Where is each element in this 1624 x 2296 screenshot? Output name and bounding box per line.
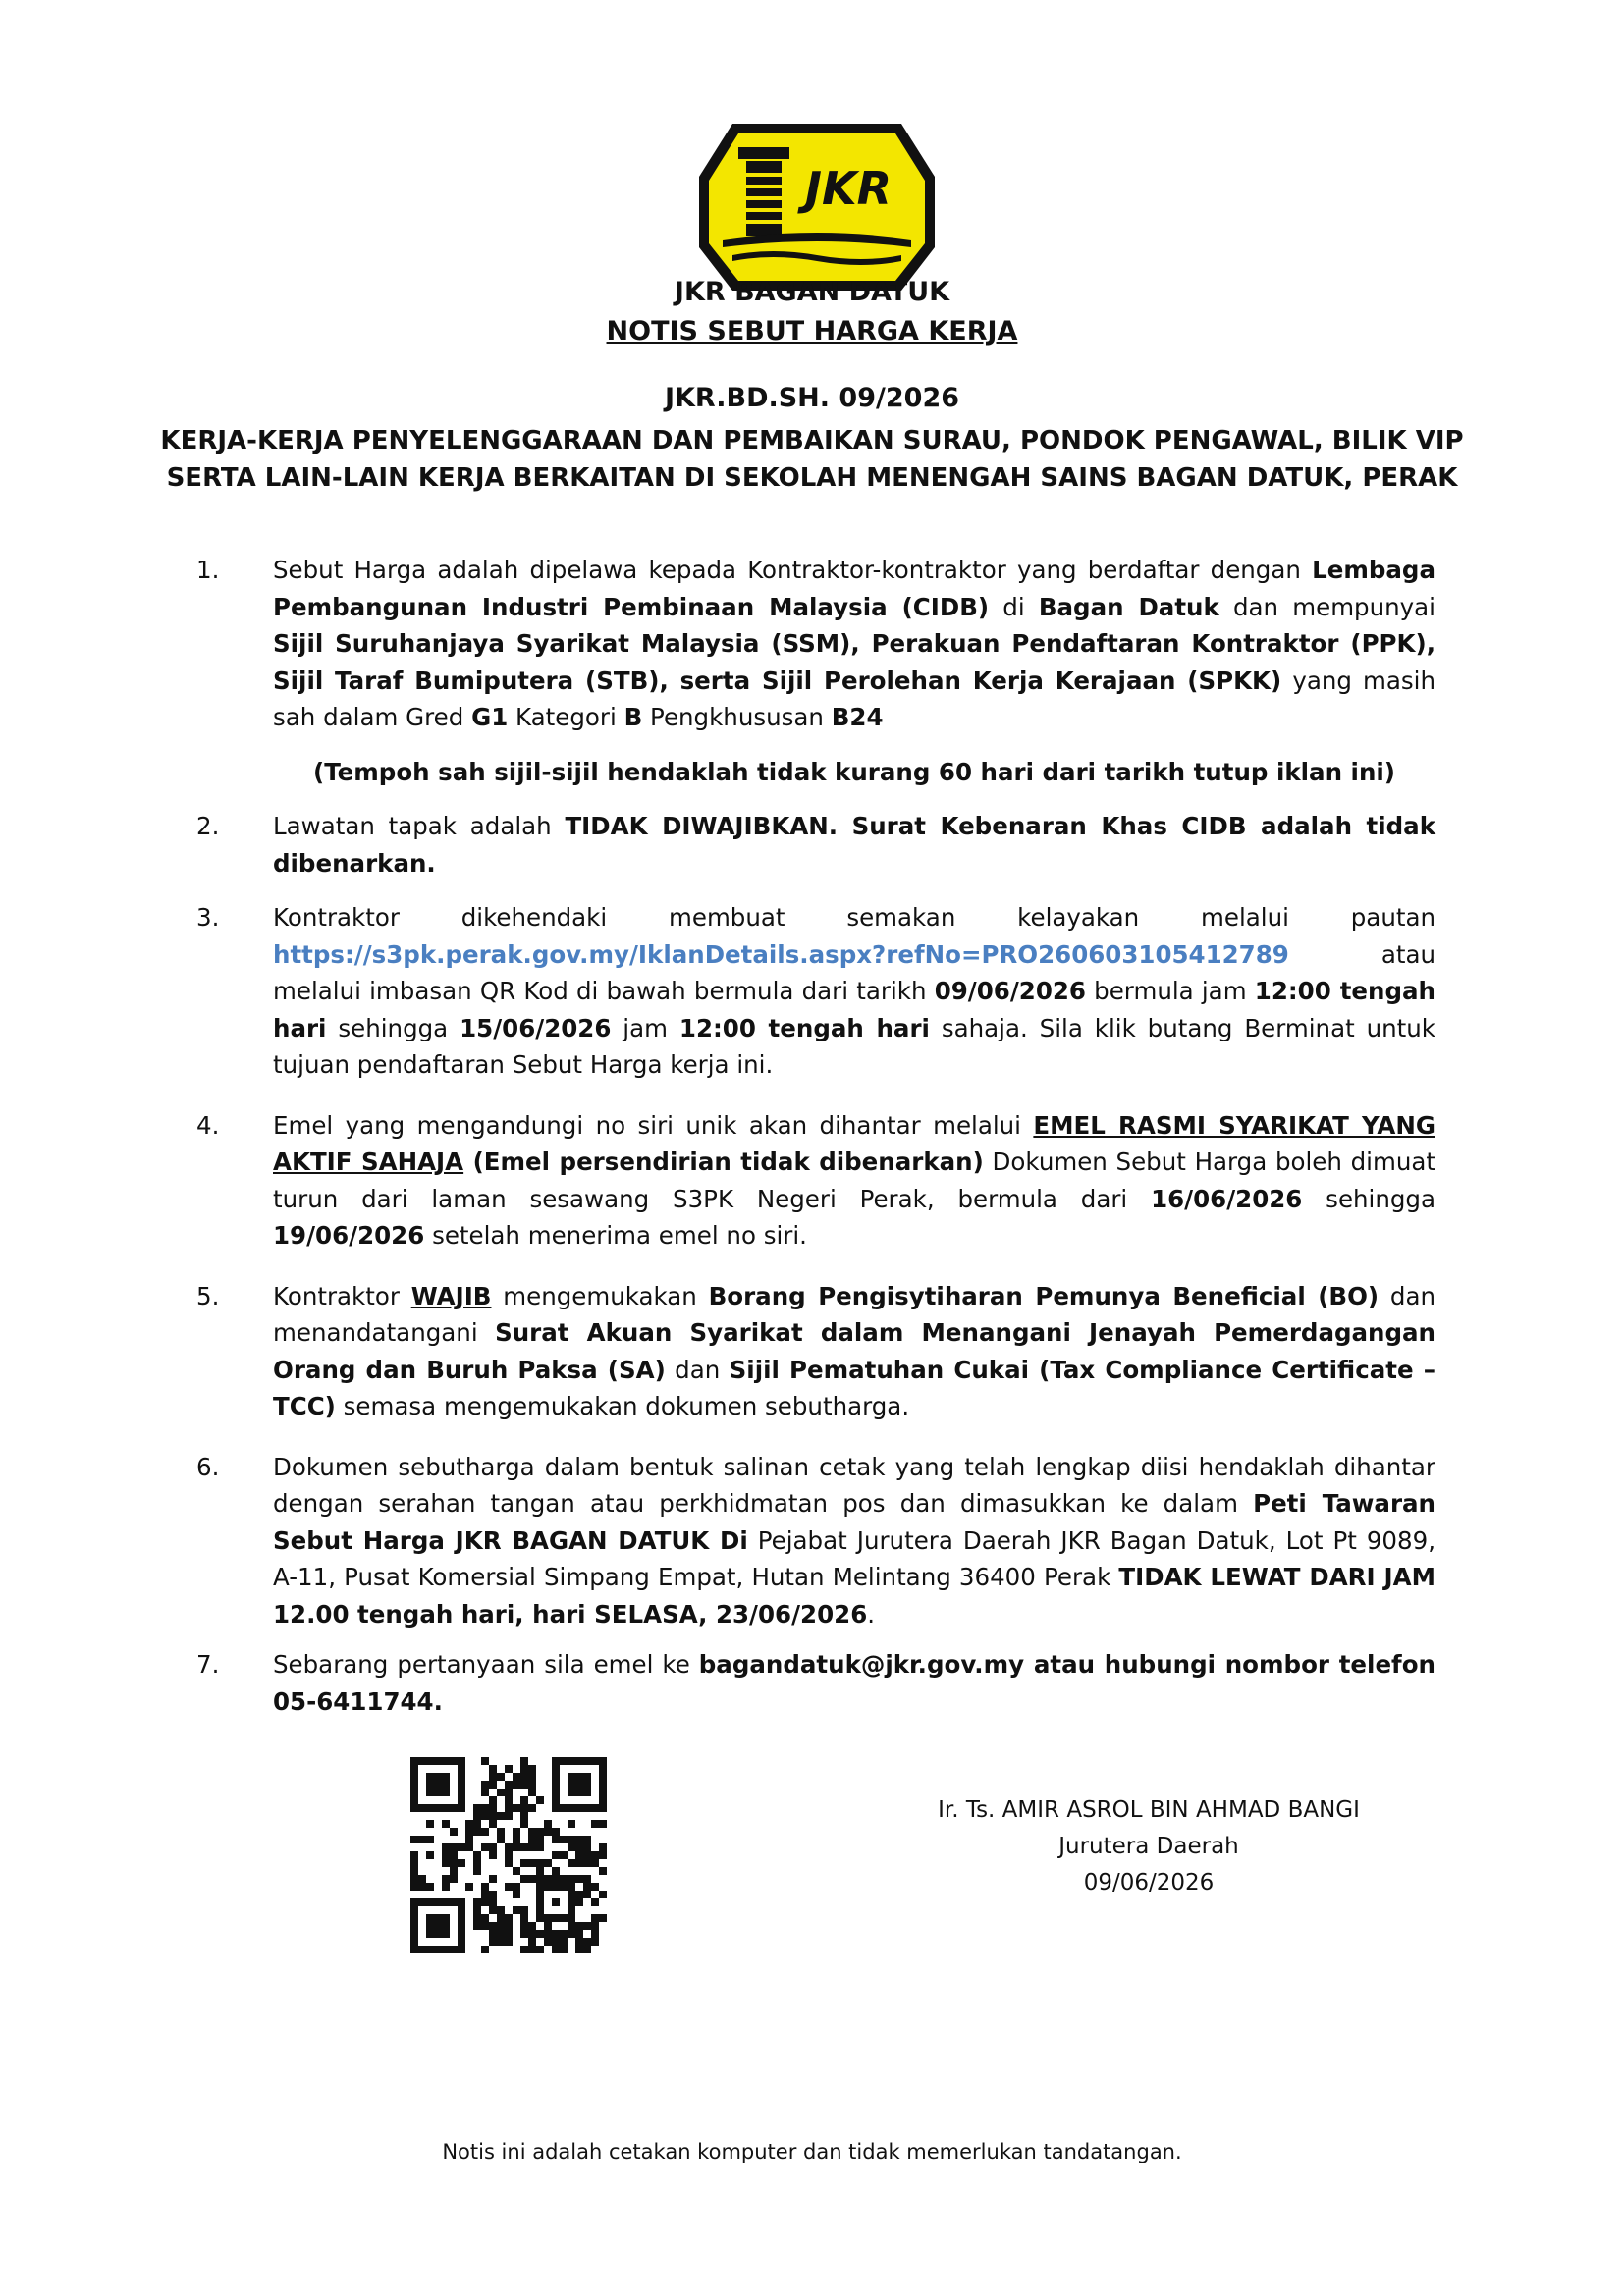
item-bold-underline-text: EMEL RASMI SYARIKAT YANG AKTIF SAHAJA	[273, 1110, 1435, 1176]
certificate-validity-note: (Tempoh sah sijil-sijil hendaklah tidak kurang 60 hari dari tarikh tutup iklan ini)	[313, 757, 1395, 786]
item-bold-text: Lembaga Pembangunan Industri Pembinaan Malaysia (CIDB)	[273, 556, 1435, 621]
item-text: dan menandatangani	[273, 1281, 1436, 1347]
item-text: bermula jam	[1085, 977, 1255, 1005]
item-bold-text: Peti Tawaran Sebut Harga JKR BAGAN DATUK Di	[273, 1489, 1436, 1555]
item-text: Kategori	[508, 703, 624, 731]
item-text: Pengkhususan	[642, 703, 832, 731]
item-number: 1.	[196, 556, 220, 584]
signature-date: 09/06/2026	[1083, 1870, 1215, 1896]
item-text: yang masih sah dalam Gred	[273, 666, 1435, 731]
item-text: Sebut Harga adalah dipelawa kepada Kontraktor-kontraktor yang berdaftar dengan	[273, 556, 1313, 584]
item-4	[196, 1107, 1435, 1255]
item-bold-text: 15/06/2026	[460, 1013, 612, 1042]
item-bold-text: G1	[471, 703, 509, 731]
item-text: Dokumen Sebut Harga boleh dimuat turun dari laman sesawang S3PK Negeri Perak, bermula dari	[273, 1148, 1435, 1213]
item-bold-text: B24	[831, 703, 884, 731]
item-bold-text: Bagan Datuk	[1038, 592, 1219, 621]
item-text: mengemukakan	[491, 1281, 709, 1310]
item-bold-text: Sijil Suruhanjaya Syarikat Malaysia (SSM), Perakuan Pendaftaran Kontraktor (PPK), Sijil Taraf Bumiputera (STB), serta Sijil Perolehan Kerja Kerajaan (SPKK)	[273, 629, 1435, 695]
item-bold-text: 12:00 tengah hari	[678, 1013, 930, 1042]
item-bold-underline-text: WAJIB	[410, 1281, 492, 1310]
item-text: jam	[611, 1013, 679, 1042]
item-bold-text: B	[623, 703, 643, 731]
item-bold-text: 09/06/2026	[934, 977, 1086, 1005]
signatory-name: Ir. Ts. AMIR ASROL BIN AHMAD BANGI	[938, 1797, 1360, 1823]
notice-title-text: NOTIS SEBUT HARGA KERJA	[606, 316, 1018, 347]
item-bold-text: Sijil Pematuhan Cukai (Tax Compliance Certificate – TCC)	[273, 1355, 1435, 1420]
item-text: Emel yang mengandungi no siri unik akan dihantar melalui	[273, 1110, 1034, 1140]
item-text: sahaja. Sila klik butang Berminat untuk tujuan pendaftaran Sebut Harga kerja ini.	[273, 1013, 1435, 1079]
item-bold-text: TIDAK DIWAJIBKAN. Surat Kebenaran Khas CIDB adalah tidak dibenarkan.	[273, 812, 1435, 878]
item-text: sehingga	[326, 1013, 460, 1042]
logo-text: JKR	[804, 162, 893, 215]
item-bold-text: 16/06/2026	[1151, 1184, 1303, 1213]
footer-note: Notis ini adalah cetakan komputer dan tidak memerlukan tandatangan.	[442, 2140, 1182, 2163]
item-text: Sebarang pertanyaan sila emel ke	[273, 1650, 699, 1679]
item-bold-text: TIDAK LEWAT DARI JAM 12.00 tengah hari, hari SELASA, 23/06/2026	[273, 1563, 1435, 1629]
item-bold-text: 12:00 tengah hari	[273, 977, 1436, 1042]
item-bold-text: Surat Akuan Syarikat dalam Menangani Jenayah Pemerdagangan Orang dan Buruh Paksa (SA)	[273, 1318, 1435, 1384]
item-bold-text: 19/06/2026	[273, 1221, 425, 1250]
item-text: sehingga	[1302, 1184, 1435, 1213]
jkr-logo	[693, 118, 941, 294]
item-bold-text: Borang Pengisytiharan Pemunya Beneficial (BO)	[708, 1281, 1380, 1310]
item-text: Dokumen sebutharga dalam bentuk salinan cetak yang telah lengkap diisi hendaklah dihantar dengan serahan tangan atau perkhidmatan pos dan dimasukkan ke dalam	[273, 1452, 1435, 1518]
qr-code[interactable]	[410, 1757, 607, 1953]
signature-block	[874, 1792, 1424, 1901]
item-number: 2.	[196, 812, 220, 840]
item-6	[196, 1449, 1435, 1633]
item-3	[196, 899, 1435, 1084]
item-text: semasa mengemukakan dokumen sebutharga.	[335, 1392, 910, 1420]
item-2	[196, 808, 1435, 881]
item-5	[196, 1278, 1435, 1425]
item-bold-text: bagandatuk@jkr.gov.my atau hubungi nombor telefon 05-6411744.	[273, 1650, 1435, 1716]
item-text: setelah menerima emel no siri.	[424, 1221, 807, 1250]
item-text: dan	[665, 1355, 730, 1384]
item-number: 6.	[196, 1452, 220, 1481]
item-text: Kontraktor	[273, 1281, 411, 1310]
reference-number: JKR.BD.SH. 09/2026	[664, 383, 960, 413]
item-number: 4.	[196, 1110, 220, 1140]
notice-items	[196, 552, 1435, 1720]
item-number: 7.	[196, 1650, 220, 1679]
s3pk-link[interactable]: https://s3pk.perak.gov.my/IklanDetails.aspx?refNo=PRO260603105412789	[273, 939, 1289, 969]
project-title: KERJA-KERJA PENYELENGGARAAN DAN PEMBAIKAN SURAU, PONDOK PENGAWAL, BILIK VIP SERTA LAIN-LAIN KERJA BERKAITAN DI SEKOLAH MENENGAH SAINS BAGAN DATUK, PERAK	[160, 426, 1464, 493]
item-number: 5.	[196, 1281, 220, 1310]
item-text: Pejabat Jurutera Daerah JKR Bagan Datuk, Lot Pt 9089, A-11, Pusat Komersial Simpang Empat, Hutan Melintang 36400 Perak	[273, 1525, 1435, 1591]
item-text: Kontraktor dikehendaki membuat semakan kelayakan melalui pautan	[273, 903, 1435, 932]
item-7	[196, 1646, 1435, 1720]
item-text: Lawatan tapak adalah	[273, 812, 566, 840]
item-bold-text: (Emel persendirian tidak dibenarkan)	[463, 1148, 984, 1176]
item-number: 3.	[196, 903, 220, 932]
item-text: atau melalui imbasan QR Kod di bawah bermula dari tarikh	[273, 939, 1435, 1005]
item-text: di	[989, 592, 1039, 621]
notice-title	[147, 316, 1477, 347]
item-text: .	[867, 1599, 876, 1629]
item-text: dan mempunyai	[1218, 592, 1435, 621]
item-1	[196, 552, 1435, 736]
signatory-title: Jurutera Daerah	[1058, 1834, 1239, 1859]
organization-title: JKR BAGAN DATUK	[674, 277, 950, 307]
